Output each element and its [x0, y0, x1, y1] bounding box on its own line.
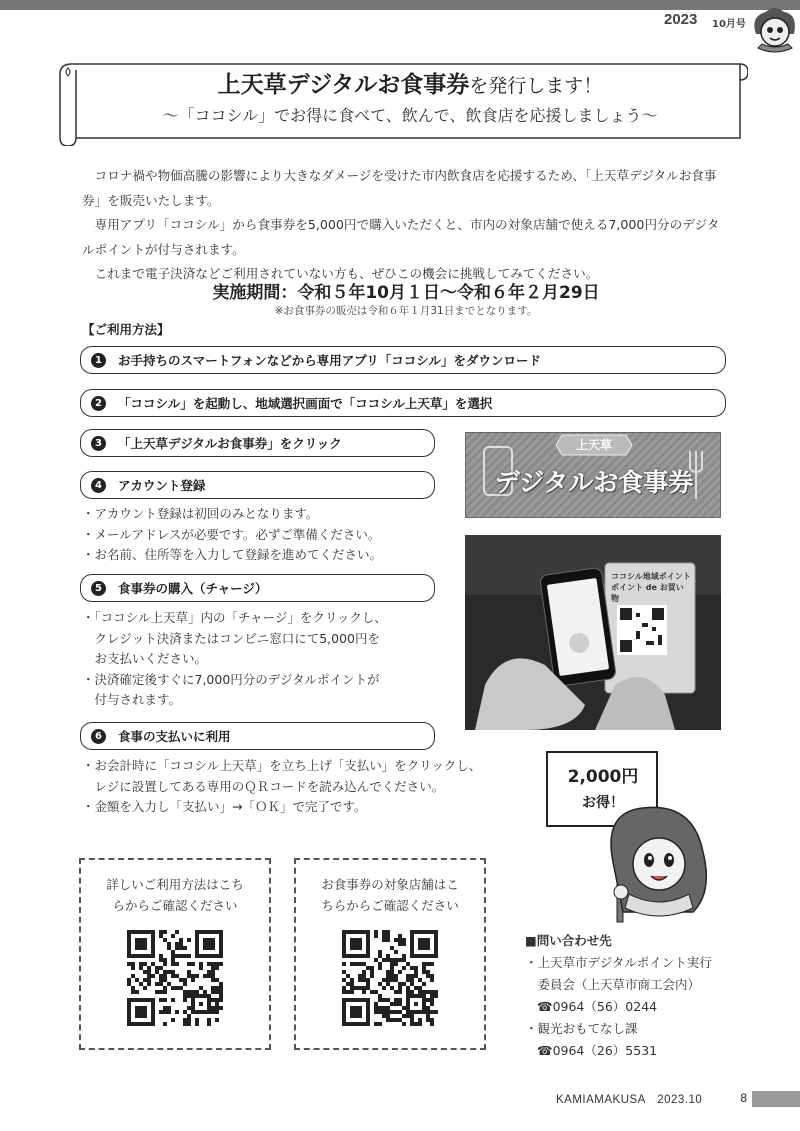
contact-info: ■問い合わせ先 ・上天草市デジタルポイント実行 委員会（上天草市商工会内） ☎0964（56）0244 ・観光おもてなし課 ☎0964（26）5531 [525, 930, 712, 1062]
step-4: 4 アカウント登録 [80, 471, 435, 499]
stores-qr-caption: お食事券の対象店舗はこ ちらからご確認ください [321, 877, 459, 913]
mascot-sign-label: お得！ [582, 795, 624, 811]
page-title: 上天草デジタルお食事券を発行します！ [217, 72, 603, 98]
stores-qr-code[interactable] [342, 930, 438, 1026]
mascot-with-sign [543, 752, 673, 918]
step-1: 1 お手持ちのスマートフォンなどから専用アプリ「ココシル」をダウンロード [80, 346, 726, 374]
issue-month: 10月号 [712, 19, 746, 30]
step-5: 5 食事券の購入（チャージ） [80, 574, 435, 602]
page-subtitle: ～「ココシル」でお得に食べて、飲んで、飲食店を応援しましょう～ [162, 106, 658, 125]
footer-page-bar [752, 1091, 800, 1107]
step-5-details: ・「ココシル上天草」内の「チャージ」をクリックし、 クレジット決済またはコンビニ窓口にて5,000円を お支払いください。 ・決済確定後すぐに7,000円分のデジタルポイントが 付与されます。 [82, 610, 387, 707]
stores-qr-box [294, 858, 486, 1050]
step-2: 2 「ココシル」を起動し、地域選択画面で「ココシル上天草」を選択 [80, 389, 726, 417]
intro-text: コロナ禍や物価高騰の影響により大きなダメージを受けた市内飲食店を応援するため、「上天草デジタルお食事券」を販売いたします。 専用アプリ「ココシル」から食事券を5,000円で購入いただくと、市内の対象店舗で使える7,000円分のデジタルポイントが付与されます。 これまで電子決済などご利用されていない方も、ぜひこの機会に挑戦してみてください。 [82, 168, 720, 281]
digital-voucher-banner [465, 432, 721, 518]
usage-qr-box [79, 858, 271, 1050]
mascot-sign-amount: 2,000円 [567, 767, 639, 787]
page-number: 8 [740, 1091, 748, 1105]
step-6: 6 食事の支払いに利用 [80, 722, 435, 750]
banner-top-label: 上天草 [575, 438, 612, 452]
header-bar [0, 0, 800, 10]
usage-qr-caption: 詳しいご利用方法はこち らからご確認ください [106, 877, 244, 913]
banner-main-label: デジタルお食事券 [494, 468, 694, 497]
step-6-details: ・お会計時に「ココシル上天草」を立ち上げ「支払い」をクリックし、 レジに設置してある専用のＱＲコードを読み込んでください。 ・金額を入力し「支払い」→「ＯＫ」で完了です。 [82, 758, 482, 814]
contact-heading: ■問い合わせ先 [525, 933, 612, 948]
contact-tel-2: ☎0964（26）5531 [537, 1043, 658, 1058]
footer-brand: KAMIAMAKUSA 2023.10 [556, 1094, 703, 1106]
campaign-period: 実施期間：令和５年10月１日～令和６年２月29日 [212, 283, 600, 303]
photo-sign-text: ココシル地域ポイント ポイント de お買い物 [611, 572, 691, 603]
mascot-head-icon [748, 4, 800, 54]
howto-heading: 【ご利用方法】 [82, 322, 170, 337]
step-4-details: ・アカウント登録は初回のみとなります。 ・メールアドレスが必要です。必ずご準備ください。 ・お名前、住所等を入力して登録を進めてください。 [82, 506, 383, 562]
sale-deadline-note: ※お食事券の販売は令和６年１月31日までとなります。 [274, 305, 538, 317]
contact-tel-1: ☎0964（56）0244 [537, 999, 658, 1014]
usage-qr-code[interactable] [127, 930, 223, 1026]
step-3: 3 「上天草デジタルお食事券」をクリック [80, 429, 435, 457]
phone-qr-photo [465, 535, 721, 730]
issue-year: 2023 [664, 11, 698, 28]
